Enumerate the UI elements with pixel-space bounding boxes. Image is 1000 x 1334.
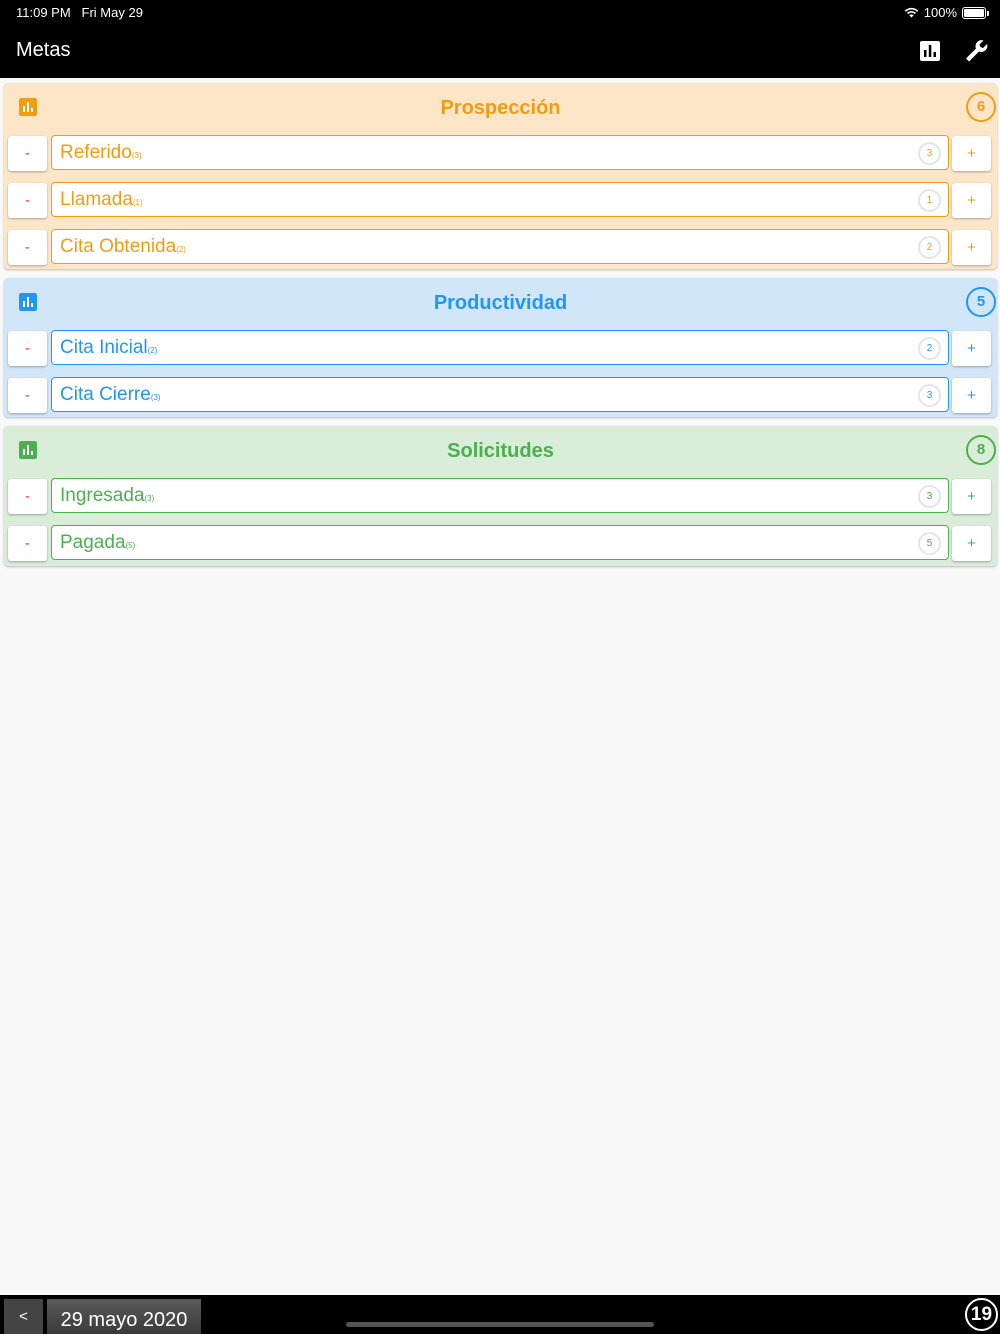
- goal-count: 2: [918, 337, 941, 360]
- status-date: Fri May 29: [81, 5, 143, 20]
- goal-label-sub: (2): [147, 346, 158, 355]
- goal-label-sub: (2): [176, 245, 186, 254]
- total-count: 19: [965, 1298, 998, 1331]
- section-title: Prospección: [440, 97, 561, 119]
- list-item: [4, 229, 997, 265]
- decrement-button[interactable]: -: [8, 479, 47, 514]
- goal-count: 5: [918, 532, 941, 555]
- increment-button[interactable]: +: [952, 136, 991, 171]
- goal-label: [60, 384, 161, 406]
- goal-field[interactable]: [51, 229, 949, 264]
- goal-label-text: Pagada: [60, 532, 126, 553]
- goal-label-text: Cita Obtenida: [60, 236, 177, 257]
- goal-field[interactable]: [51, 478, 949, 513]
- goal-label-sub: (5): [125, 541, 136, 550]
- section-header: [4, 278, 997, 328]
- section-prospeccion: [4, 83, 997, 269]
- goal-label-text: Cita Cierre: [60, 384, 151, 405]
- goal-label: [60, 142, 142, 164]
- section-productividad: [4, 278, 997, 417]
- home-indicator: [346, 1322, 654, 1327]
- decrement-button[interactable]: -: [8, 230, 47, 265]
- goal-label: [60, 337, 157, 359]
- goal-field[interactable]: [51, 377, 949, 412]
- goal-label-sub: (3): [131, 151, 142, 160]
- section-title: Productividad: [433, 292, 568, 314]
- goal-count: 3: [918, 384, 941, 407]
- goal-label-text: Llamada: [60, 189, 133, 210]
- goal-field[interactable]: [51, 135, 949, 170]
- list-item: [4, 182, 997, 218]
- increment-button[interactable]: +: [952, 526, 991, 561]
- goal-label-text: Referido: [60, 142, 132, 163]
- goal-field[interactable]: [51, 330, 949, 365]
- previous-day-button[interactable]: <: [4, 1299, 43, 1334]
- section-header: [4, 426, 997, 476]
- battery-icon: [962, 7, 986, 19]
- goal-label-sub: (3): [144, 494, 155, 503]
- chart-icon[interactable]: [919, 40, 941, 62]
- goal-label: [60, 485, 154, 507]
- top-bar: [0, 0, 1000, 78]
- decrement-button[interactable]: -: [8, 136, 47, 171]
- goal-label: [60, 189, 143, 211]
- wrench-icon[interactable]: [963, 38, 989, 64]
- goal-label-sub: (1): [132, 198, 143, 207]
- page-title: Metas: [16, 39, 71, 61]
- goal-count: 1: [918, 189, 941, 212]
- list-item: [4, 377, 997, 413]
- increment-button[interactable]: +: [952, 230, 991, 265]
- status-clock: 11:09 PM: [16, 5, 71, 20]
- goal-label-text: Cita Inicial: [60, 337, 148, 358]
- goal-count: 2: [918, 236, 941, 259]
- section-header: [4, 83, 997, 133]
- status-indicators: [904, 5, 986, 20]
- list-item: [4, 330, 997, 366]
- goal-label-sub: (3): [150, 393, 161, 402]
- goal-label: [60, 532, 135, 554]
- goal-field[interactable]: [51, 182, 949, 217]
- list-item: [4, 135, 997, 171]
- increment-button[interactable]: +: [952, 378, 991, 413]
- section-title: Solicitudes: [447, 440, 554, 462]
- increment-button[interactable]: +: [952, 479, 991, 514]
- goal-label: [60, 236, 186, 258]
- section-count: 5: [966, 287, 996, 317]
- decrement-button[interactable]: -: [8, 526, 47, 561]
- goal-count: 3: [918, 485, 941, 508]
- status-time: [16, 5, 143, 20]
- increment-button[interactable]: +: [952, 331, 991, 366]
- section-solicitudes: [4, 426, 997, 566]
- decrement-button[interactable]: -: [8, 183, 47, 218]
- section-count: 8: [966, 435, 996, 465]
- wifi-icon: [904, 7, 919, 18]
- goal-field[interactable]: [51, 525, 949, 560]
- increment-button[interactable]: +: [952, 183, 991, 218]
- current-date[interactable]: 29 mayo 2020: [47, 1299, 201, 1334]
- battery-percent: 100%: [923, 5, 957, 20]
- goal-label-text: Ingresada: [60, 485, 145, 506]
- goal-count: 3: [918, 142, 941, 165]
- list-item: [4, 478, 997, 514]
- section-count: 6: [966, 92, 996, 122]
- list-item: [4, 525, 997, 561]
- bottom-bar: [0, 1295, 1000, 1334]
- decrement-button[interactable]: -: [8, 331, 47, 366]
- decrement-button[interactable]: -: [8, 378, 47, 413]
